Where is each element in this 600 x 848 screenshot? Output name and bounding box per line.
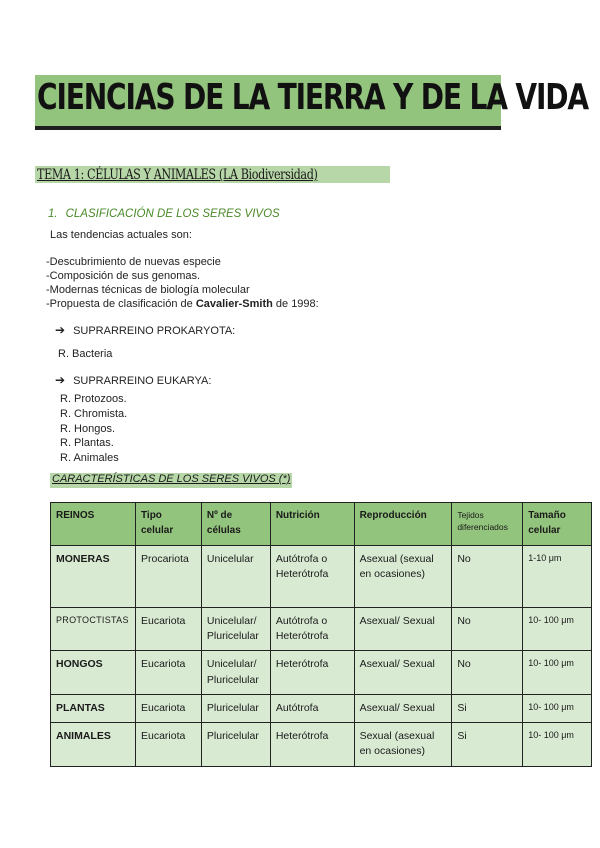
tema-heading [35,166,390,183]
table-row [51,608,592,651]
table-row [51,723,592,766]
table-cell: 10- 100 μm [523,608,592,651]
eukarya-line [55,373,211,387]
table-header: Nº de células [201,503,270,546]
table-header-row [51,503,592,546]
section-heading [48,208,280,220]
table-cell: Asexual/ Sexual [354,608,452,651]
proposal-line [46,298,319,310]
table-cell: Pluricelular [201,694,270,722]
prokaryota-label: SUPRARREINO PROKARYOTA: [73,325,236,337]
table-cell: HONGOS [51,651,136,694]
proposal-suffix: de 1998: [272,298,319,310]
right-arrow-icon: ➔ [55,323,66,337]
table-cell: Eucariota [135,723,201,766]
section-number: 1. [48,208,58,220]
table-cell: ANIMALES [51,723,136,766]
prokaryota-line [55,323,235,337]
table-header: Tamaño celular [523,503,592,546]
table-cell: No [452,546,523,608]
table-cell: 10- 100 μm [523,723,592,766]
section-title: CLASIFICACIÓN DE LOS SERES VIVOS [65,208,280,220]
table-cell: Autótrofa o Heterótrofa [270,546,354,608]
kingdom-item: R. Hongos. [60,423,116,435]
table-cell: Heterótrofa [270,651,354,694]
trend-item: -Descubrimiento de nuevas especie [46,256,221,268]
table-header: REINOS [51,503,136,546]
kingdom-item: R. Animales [60,452,119,464]
proposal-prefix: -Propuesta de clasificación de [46,298,196,310]
trend-item: -Composición de sus genomas. [46,270,201,282]
table-cell: PLANTAS [51,694,136,722]
table-cell: 10- 100 μm [523,651,592,694]
table-header: Tipo celular [135,503,201,546]
table-cell: Pluricelular [201,723,270,766]
kingdoms-table [50,502,592,767]
kingdom-item: R. Chromista. [60,408,128,420]
table-cell: Asexual/ Sexual [354,651,452,694]
kingdom-item: R. Bacteria [58,348,113,360]
table-cell: Asexual/ Sexual [354,694,452,722]
table-cell: Asexual (sexual en ocasiones) [354,546,452,608]
table-cell: Eucariota [135,608,201,651]
page-title: CIENCIAS DE LA TIERRA Y DE LA VIDA [37,77,588,118]
table-cell: Si [452,694,523,722]
table-cell: MONERAS [51,546,136,608]
right-arrow-icon: ➔ [55,373,66,387]
table-cell: PROTOCTISTAS [51,608,136,651]
table-cell: Heterótrofa [270,723,354,766]
table-row [51,694,592,722]
table-row [51,651,592,694]
table-cell: No [452,651,523,694]
table-cell: Autótrofa o Heterótrofa [270,608,354,651]
table-cell: Eucariota [135,694,201,722]
table-cell: Unicelular/ Pluricelular [201,608,270,651]
table-cell: Unicelular [201,546,270,608]
table-header: Nutrición [270,503,354,546]
table-row [51,546,592,608]
trend-item: -Modernas técnicas de biología molecular [46,284,250,296]
title-banner [35,75,588,130]
table-cell: Sexual (asexual en ocasiones) [354,723,452,766]
kingdom-item: R. Protozoos. [60,393,127,405]
table-header: Tejidos diferenciados [452,503,523,546]
kingdom-item: R. Plantas. [60,437,114,449]
tema-text: TEMA 1: CÉLULAS Y ANIMALES (LA Biodiversidad) [37,167,318,183]
table-cell: No [452,608,523,651]
table-cell: Eucariota [135,651,201,694]
proposal-author: Cavalier-Smith [195,298,273,310]
table-cell: 10- 100 μm [523,694,592,722]
table-cell: Unicelular/ Pluricelular [201,651,270,694]
characteristics-heading: CARACTERÍSTICAS DE LOS SERES VIVOS (*) [50,473,292,488]
table-cell: Autótrofa [270,694,354,722]
table-cell: Procariota [135,546,201,608]
table-header: Reproducción [354,503,452,546]
intro-text: Las tendencias actuales son: [50,229,192,241]
eukarya-label: SUPRARREINO EUKARYA: [73,375,212,387]
table-cell: Si [452,723,523,766]
table-cell: 1-10 μm [523,546,592,608]
